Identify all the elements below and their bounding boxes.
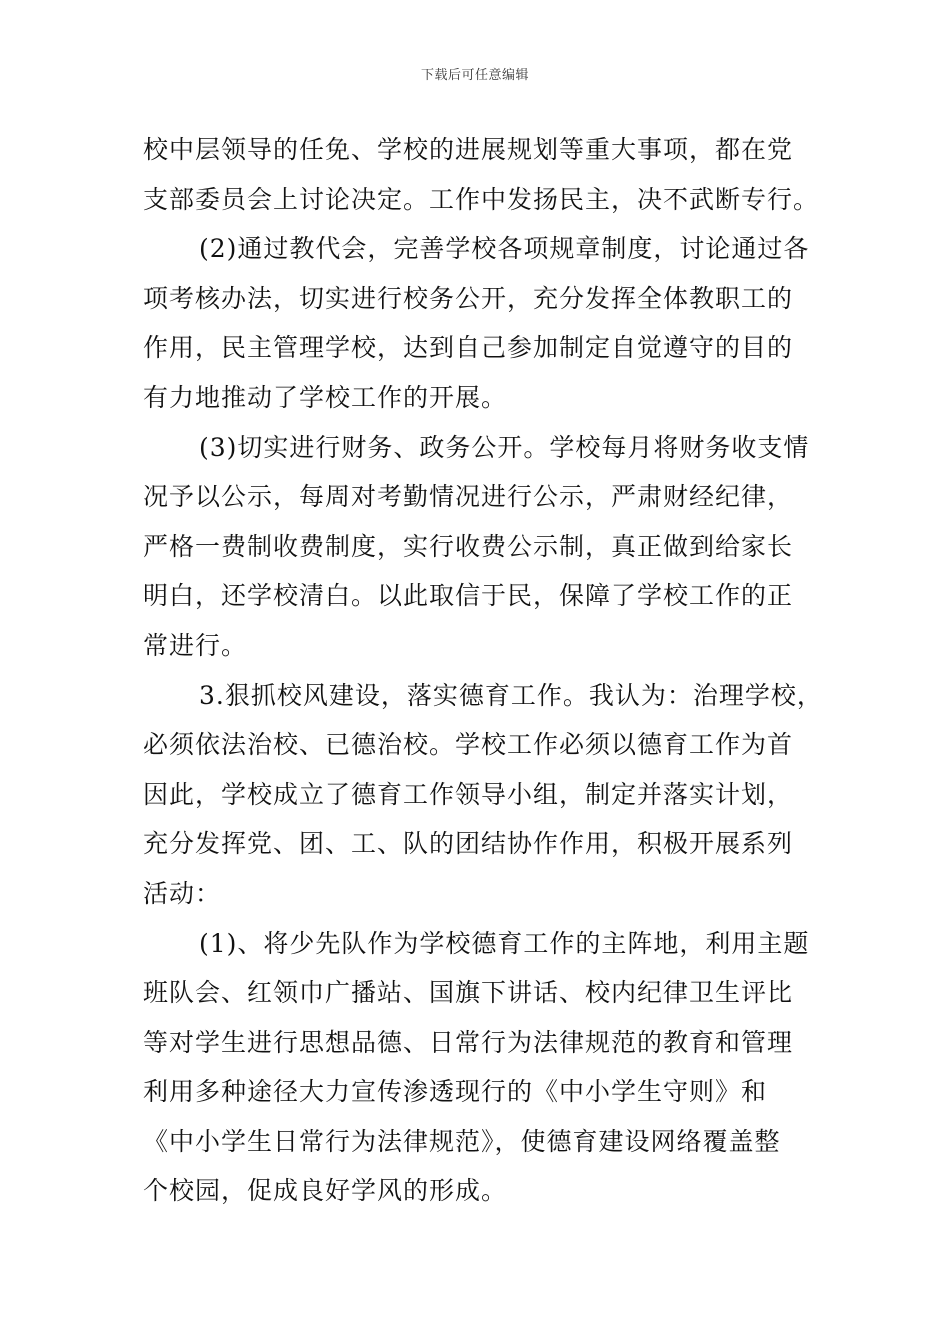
paragraph-line: 作用，民主管理学校，达到自己参加制定自觉遵守的目的 (143, 333, 794, 363)
paragraph-line: 常进行。 (143, 630, 248, 660)
paragraph-line: 活动： (143, 878, 222, 908)
paragraph-line: 严格一费制收费制度，实行收费公示制，真正做到给家长 (143, 531, 794, 561)
paragraph-line: 充分发挥党、团、工、队的团结协作作用，积极开展系列 (143, 829, 794, 859)
page-header: 下载后可任意编辑 (420, 68, 529, 83)
paragraph-line: 《中小学生日常行为法律规范》，使德育建设网络覆盖整 (143, 1126, 781, 1156)
paragraph-line: 个校园，促成良好学风的形成。 (143, 1176, 508, 1206)
paragraph-first-line: 3.狠抓校风建设，落实德育工作。我认为：治理学校， (199, 680, 823, 710)
paragraph-first-line: (2)通过教代会，完善学校各项规章制度，讨论通过各 (199, 234, 810, 264)
paragraph-line: 明白，还学校清白。以此取信于民，保障了学校工作的正 (143, 581, 794, 611)
paragraph-line: 班队会、红领巾广播站、国旗下讲话、校内纪律卫生评比 (143, 978, 794, 1008)
paragraph-line: 有力地推动了学校工作的开展。 (143, 382, 508, 412)
paragraph-line: 况予以公示，每周对考勤情况进行公示，严肃财经纪律， (143, 482, 794, 512)
paragraph-line: 等对学生进行思想品德、日常行为法律规范的教育和管理 (143, 1027, 794, 1057)
paragraph-first-line: (1)、将少先队作为学校德育工作的主阵地，利用主题 (199, 928, 810, 958)
paragraph-line: 必须依法治校、已德治校。学校工作必须以德育工作为首 (143, 730, 794, 760)
paragraph-line: 校中层领导的任免、学校的进展规划等重大事项，都在党 (143, 135, 794, 164)
paragraph-first-line: (3)切实进行财务、政务公开。学校每月将财务收支情 (199, 432, 810, 462)
paragraph-line: 利用多种途径大力宣传渗透现行的《中小学生守则》和 (143, 1077, 768, 1107)
document-body (143, 128, 823, 1219)
paragraph-line: 项考核办法，切实进行校务公开，充分发挥全体教职工的 (143, 283, 794, 313)
paragraph-line: 支部委员会上讨论决定。工作中发扬民主，决不武断专行。 (143, 184, 820, 214)
paragraph-line: 因此，学校成立了德育工作领导小组，制定并落实计划， (143, 779, 794, 809)
